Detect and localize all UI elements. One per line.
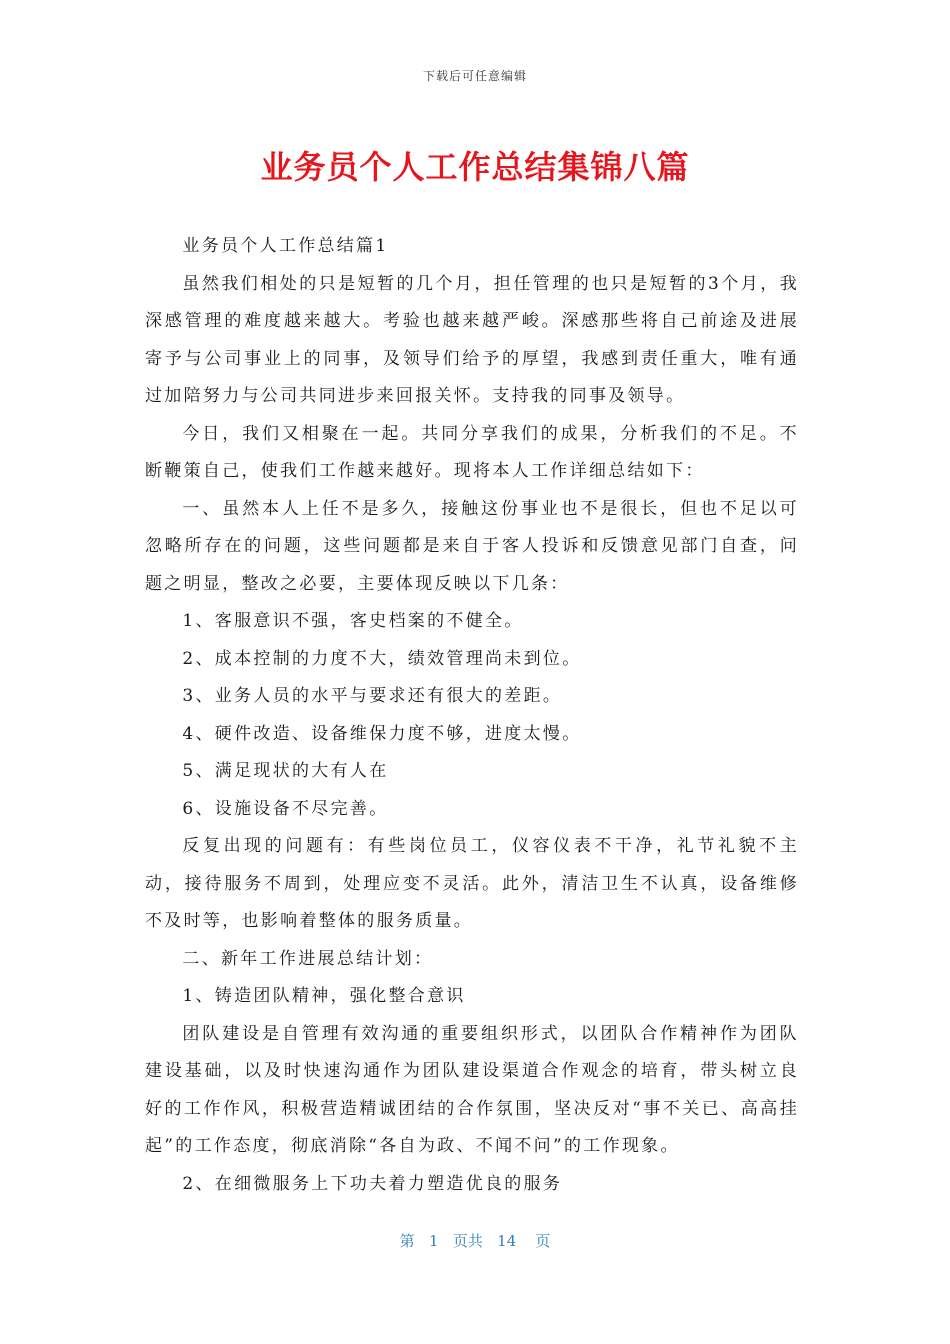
list-item: 2、成本控制的力度不大，绩效管理尚未到位。 xyxy=(182,648,582,669)
total-pages: 14 xyxy=(497,1232,517,1250)
paragraph: 虽然我们相处的只是短暂的几个月，担任管理的也只是短暂的3个月，我深感管理的难度越来越大。考验也越来越严峻。深感那些将自己前途及进展寄予与公司事业上的同事，及领导们给予的厚望，我感到责任重大，唯有通过加陪努力与公司共同进步来回报关怀。支持我的同事及领导。 xyxy=(145,273,799,406)
paragraph: 团队建设是自管理有效沟通的重要组织形式，以团队合作精神作为团队建设基础，以及时快速沟通作为团队建设渠道合作观念的培育，带头树立良好的工作作风，积极营造精诚团结的合作氛围，坚决反对“事不关已、高高挂起”的工作态度，彻底消除“各自为政、不闻不问”的工作现象。 xyxy=(145,1023,799,1156)
paragraph: 今日，我们又相聚在一起。共同分享我们的成果，分析我们的不足。不断鞭策自己，使我们工作越来越好。现将本人工作详细总结如下： xyxy=(145,423,799,481)
list-item: 6、设施设备不尽完善。 xyxy=(182,798,389,819)
section-heading: 二、新年工作进展总结计划： xyxy=(182,948,434,969)
page-footer xyxy=(0,1230,950,1251)
document-body xyxy=(145,228,799,1203)
list-item: 1、客服意识不强，客史档案的不健全。 xyxy=(182,611,524,631)
list-item: 2、在细微服务上下功夫着力塑造优良的服务 xyxy=(182,1173,563,1194)
page-middle: 页共 xyxy=(452,1232,483,1250)
page-number: 1 xyxy=(428,1232,439,1250)
paragraph: 反复出现的问题有：有些岗位员工，仪容仪表不干净，礼节礼貌不主动，接待服务不周到，处理应变不灵活。此外，清洁卫生不认真，设备维修不及时等，也影响着整体的服务质量。 xyxy=(145,836,799,931)
section-heading: 业务员个人工作总结篇1 xyxy=(182,236,389,256)
page-prefix: 第 xyxy=(399,1232,415,1250)
list-item: 3、业务人员的水平与要求还有很大的差距。 xyxy=(182,686,563,706)
list-item: 1、铸造团队精神，强化整合意识 xyxy=(182,986,466,1006)
page-suffix: 页 xyxy=(535,1232,551,1250)
document-title: 业务员个人工作总结集锦八篇 xyxy=(260,148,690,186)
header-note: 下载后可任意编辑 xyxy=(422,69,527,83)
paragraph: 一、虽然本人上任不是多久，接触这份事业也不是很长，但也不足以可忽略所存在的问题，这些问题都是来自于客人投诉和反馈意见部门自查，问题之明显，整改之必要，主要体现反映以下几条： xyxy=(145,498,799,594)
list-item: 5、满足现状的大有人在 xyxy=(182,761,389,781)
list-item: 4、硬件改造、设备维保力度不够，进度太慢。 xyxy=(182,723,582,744)
